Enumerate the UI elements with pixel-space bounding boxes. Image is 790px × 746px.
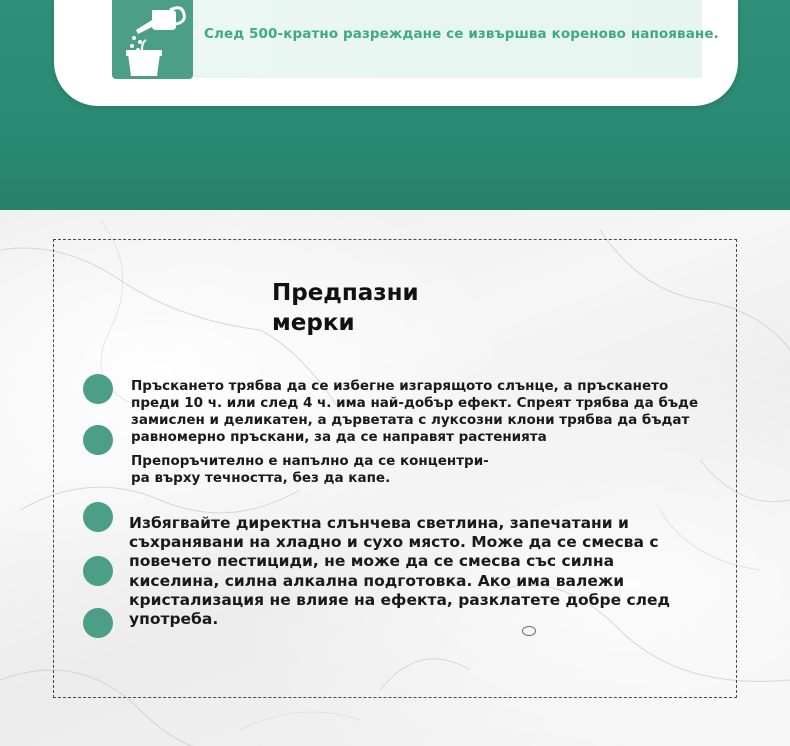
bullet-dot bbox=[83, 608, 113, 638]
paragraph-line: ра върху течността, без да капе. bbox=[131, 470, 391, 486]
top-banner bbox=[0, 0, 790, 210]
instruction-text: След 500-кратно разреждане се извършва кореново напояване. bbox=[204, 26, 719, 42]
paragraph-line: Пръскането трябва да се избегне изгарящото слънце, а пръскането bbox=[131, 378, 669, 394]
paragraph-line: съхранявани на хладно и сухо място. Може да се смесва с bbox=[129, 533, 659, 552]
paragraph-line: замислен и деликатен, а дърветата с луксозни клони трябва да бъдат bbox=[131, 412, 690, 428]
paragraph-line: кристализация не влияе на ефекта, разклатете добре след bbox=[129, 590, 671, 609]
precaution-paragraph-3 bbox=[129, 514, 689, 629]
watering-can-icon bbox=[112, 0, 193, 79]
bullet-dot bbox=[83, 556, 113, 586]
bullet-dot bbox=[83, 374, 113, 404]
section-heading bbox=[272, 278, 472, 338]
paragraph-line: преди 10 ч. или след 4 ч. има най-добър ефект. Спреят трябва да бъде bbox=[131, 395, 699, 411]
precaution-paragraph-1 bbox=[131, 378, 711, 446]
heading-line-2: мерки bbox=[272, 310, 355, 336]
paragraph-line: равномерно пръскани, за да се направят растенията bbox=[131, 429, 547, 445]
precautions-section bbox=[0, 210, 790, 746]
bullet-dot bbox=[83, 502, 113, 532]
paragraph-line: киселина, силна алкална подготовка. Ако има валежи bbox=[129, 571, 625, 590]
small-ring-mark bbox=[522, 626, 536, 636]
precaution-paragraph-2 bbox=[131, 453, 531, 487]
bullet-dot bbox=[83, 425, 113, 455]
paragraph-line: употреба. bbox=[129, 610, 219, 629]
paragraph-line: Избягвайте директна слънчева светлина, запечатани и bbox=[129, 514, 629, 532]
paragraph-line: повечето пестициди, не може да се смесва със силна bbox=[129, 552, 615, 571]
paragraph-line: Препоръчително е напълно да се концентри- bbox=[131, 453, 489, 469]
heading-line-1: Предпазни bbox=[272, 280, 419, 306]
